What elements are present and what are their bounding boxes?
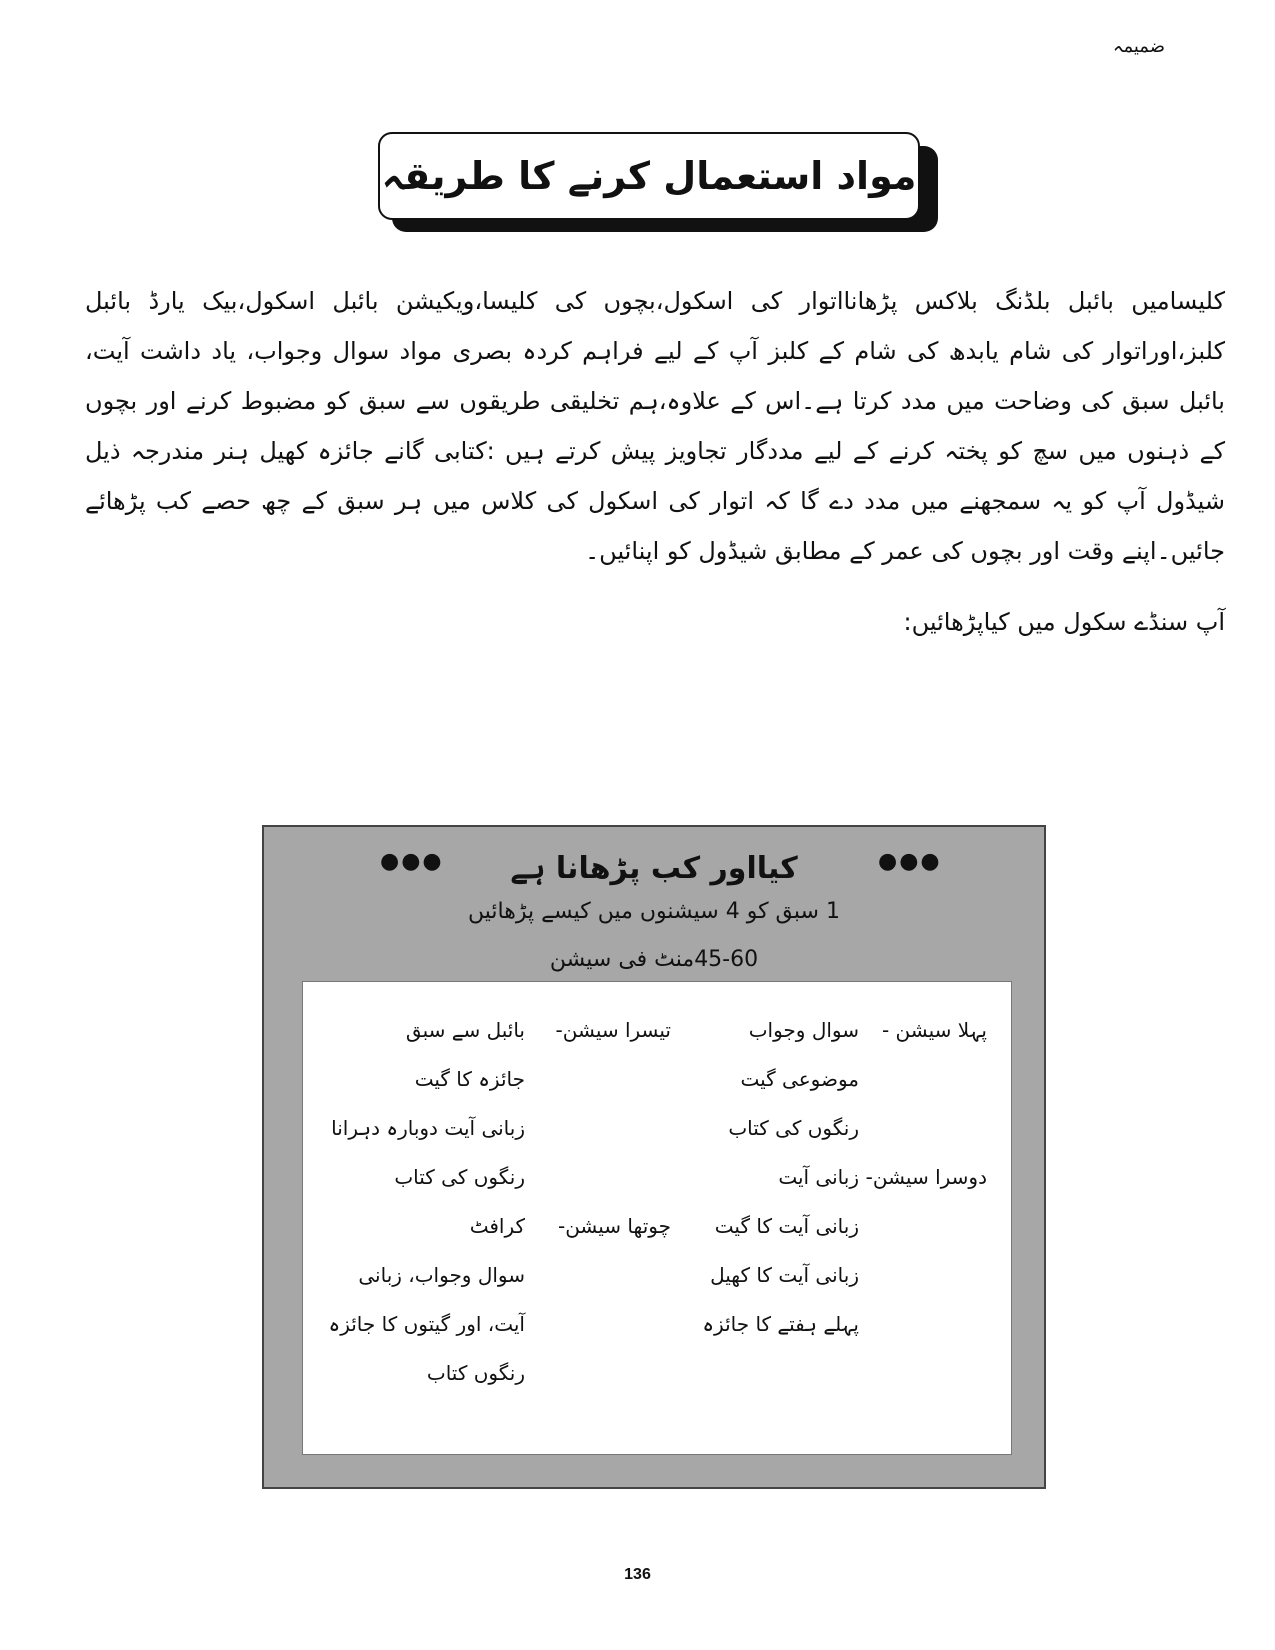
- section-subheading: آپ سنڈے سکول میں کیاپڑھائیں:: [903, 608, 1225, 636]
- intro-section: [85, 276, 1225, 576]
- sessions-panel: [302, 981, 1012, 1455]
- session-4-items: [328, 1202, 525, 1398]
- session-2-items: [702, 1153, 859, 1349]
- list-item: رنگوں کی کتاب: [728, 1116, 859, 1140]
- list-item: رنگوں کی کتاب: [394, 1165, 525, 1189]
- session-3-label: تیسرا سیشن-: [555, 1018, 671, 1042]
- list-item: سوال وجواب: [748, 1018, 859, 1042]
- list-item: زبانی آیت کا گیت: [714, 1214, 859, 1238]
- schedule-subtitle: 1 سبق کو 4 سیشنوں میں کیسے پڑھائیں: [468, 899, 840, 924]
- list-item: موضوعی گیت: [740, 1067, 859, 1091]
- session-duration: 45-60منٹ فی سیشن: [549, 947, 759, 972]
- title-banner: [378, 132, 938, 232]
- intro-paragraph: کلیسامیں بائبل بلڈنگ بلاکس پڑھانااتوار کی اسکول،بچوں کی کلیسا،ویکیشن بائبل اسکول،بیک یارڈ بائبل کلبز،اوراتوار کی شام یابدھ کی شام کے کلبز آپ کے لیے فراہم کردہ بصری مواد سوال وجواب، یاد داشت آیت، بائبل سبق کی وضاحت میں مدد کرتا ہے۔اس کے علاوہ،ہم تخلیقی طریقوں سے سبق کو مضبوط کرنے اور بچوں کے ذہنوں میں سچ کو پختہ کرنے کے لیے مددگار تجاویز پیش کرتے ہیں :کتابی گانے جائزہ کھیل ہنر مندرجہ ذیل شیڈول آپ کو یہ سمجھنے میں مدد دے گا کہ اتوار کی اسکول کی کلاس میں ہر سبق کے چھ حصے کب پڑھائے جائیں۔اپنے وقت اور بچوں کی عمر کے مطابق شیڈول کو اپنائیں۔: [85, 287, 1225, 565]
- list-item: آیت، اور گیتوں کا جائزہ: [328, 1312, 525, 1336]
- page-number: 136: [624, 1566, 651, 1583]
- list-item: زبانی آیت دوبارہ دہرانا: [331, 1116, 525, 1140]
- list-item: کرافٹ: [469, 1214, 525, 1238]
- list-item: جائزہ کا گیت: [414, 1067, 525, 1091]
- list-item: سوال وجواب، زبانی: [358, 1263, 525, 1287]
- session-1-items: [728, 1006, 859, 1153]
- list-item: زبانی آیت کا کھیل: [710, 1263, 859, 1287]
- decorative-dots-right: ●●●: [878, 849, 942, 874]
- session-1-label: پہلا سیشن -: [881, 1018, 987, 1042]
- decorative-dots-left: ●●●: [380, 849, 444, 874]
- session-3-items: [331, 1006, 525, 1202]
- session-4-label: چوتھا سیشن-: [557, 1214, 671, 1238]
- list-item: رنگوں کتاب: [426, 1361, 525, 1385]
- page-title: مواد استعمال کرنے کا طریقہ: [378, 132, 920, 220]
- schedule-box: [262, 825, 1046, 1489]
- list-item: زبانی آیت: [778, 1165, 859, 1189]
- list-item: پہلے ہفتے کا جائزہ: [702, 1312, 859, 1336]
- session-2-label: دوسرا سیشن-: [865, 1165, 987, 1189]
- list-item: بائبل سے سبق: [405, 1018, 525, 1042]
- schedule-title: کیااور کب پڑھانا ہے: [510, 851, 798, 886]
- appendix-label: ضمیمہ: [1112, 36, 1165, 57]
